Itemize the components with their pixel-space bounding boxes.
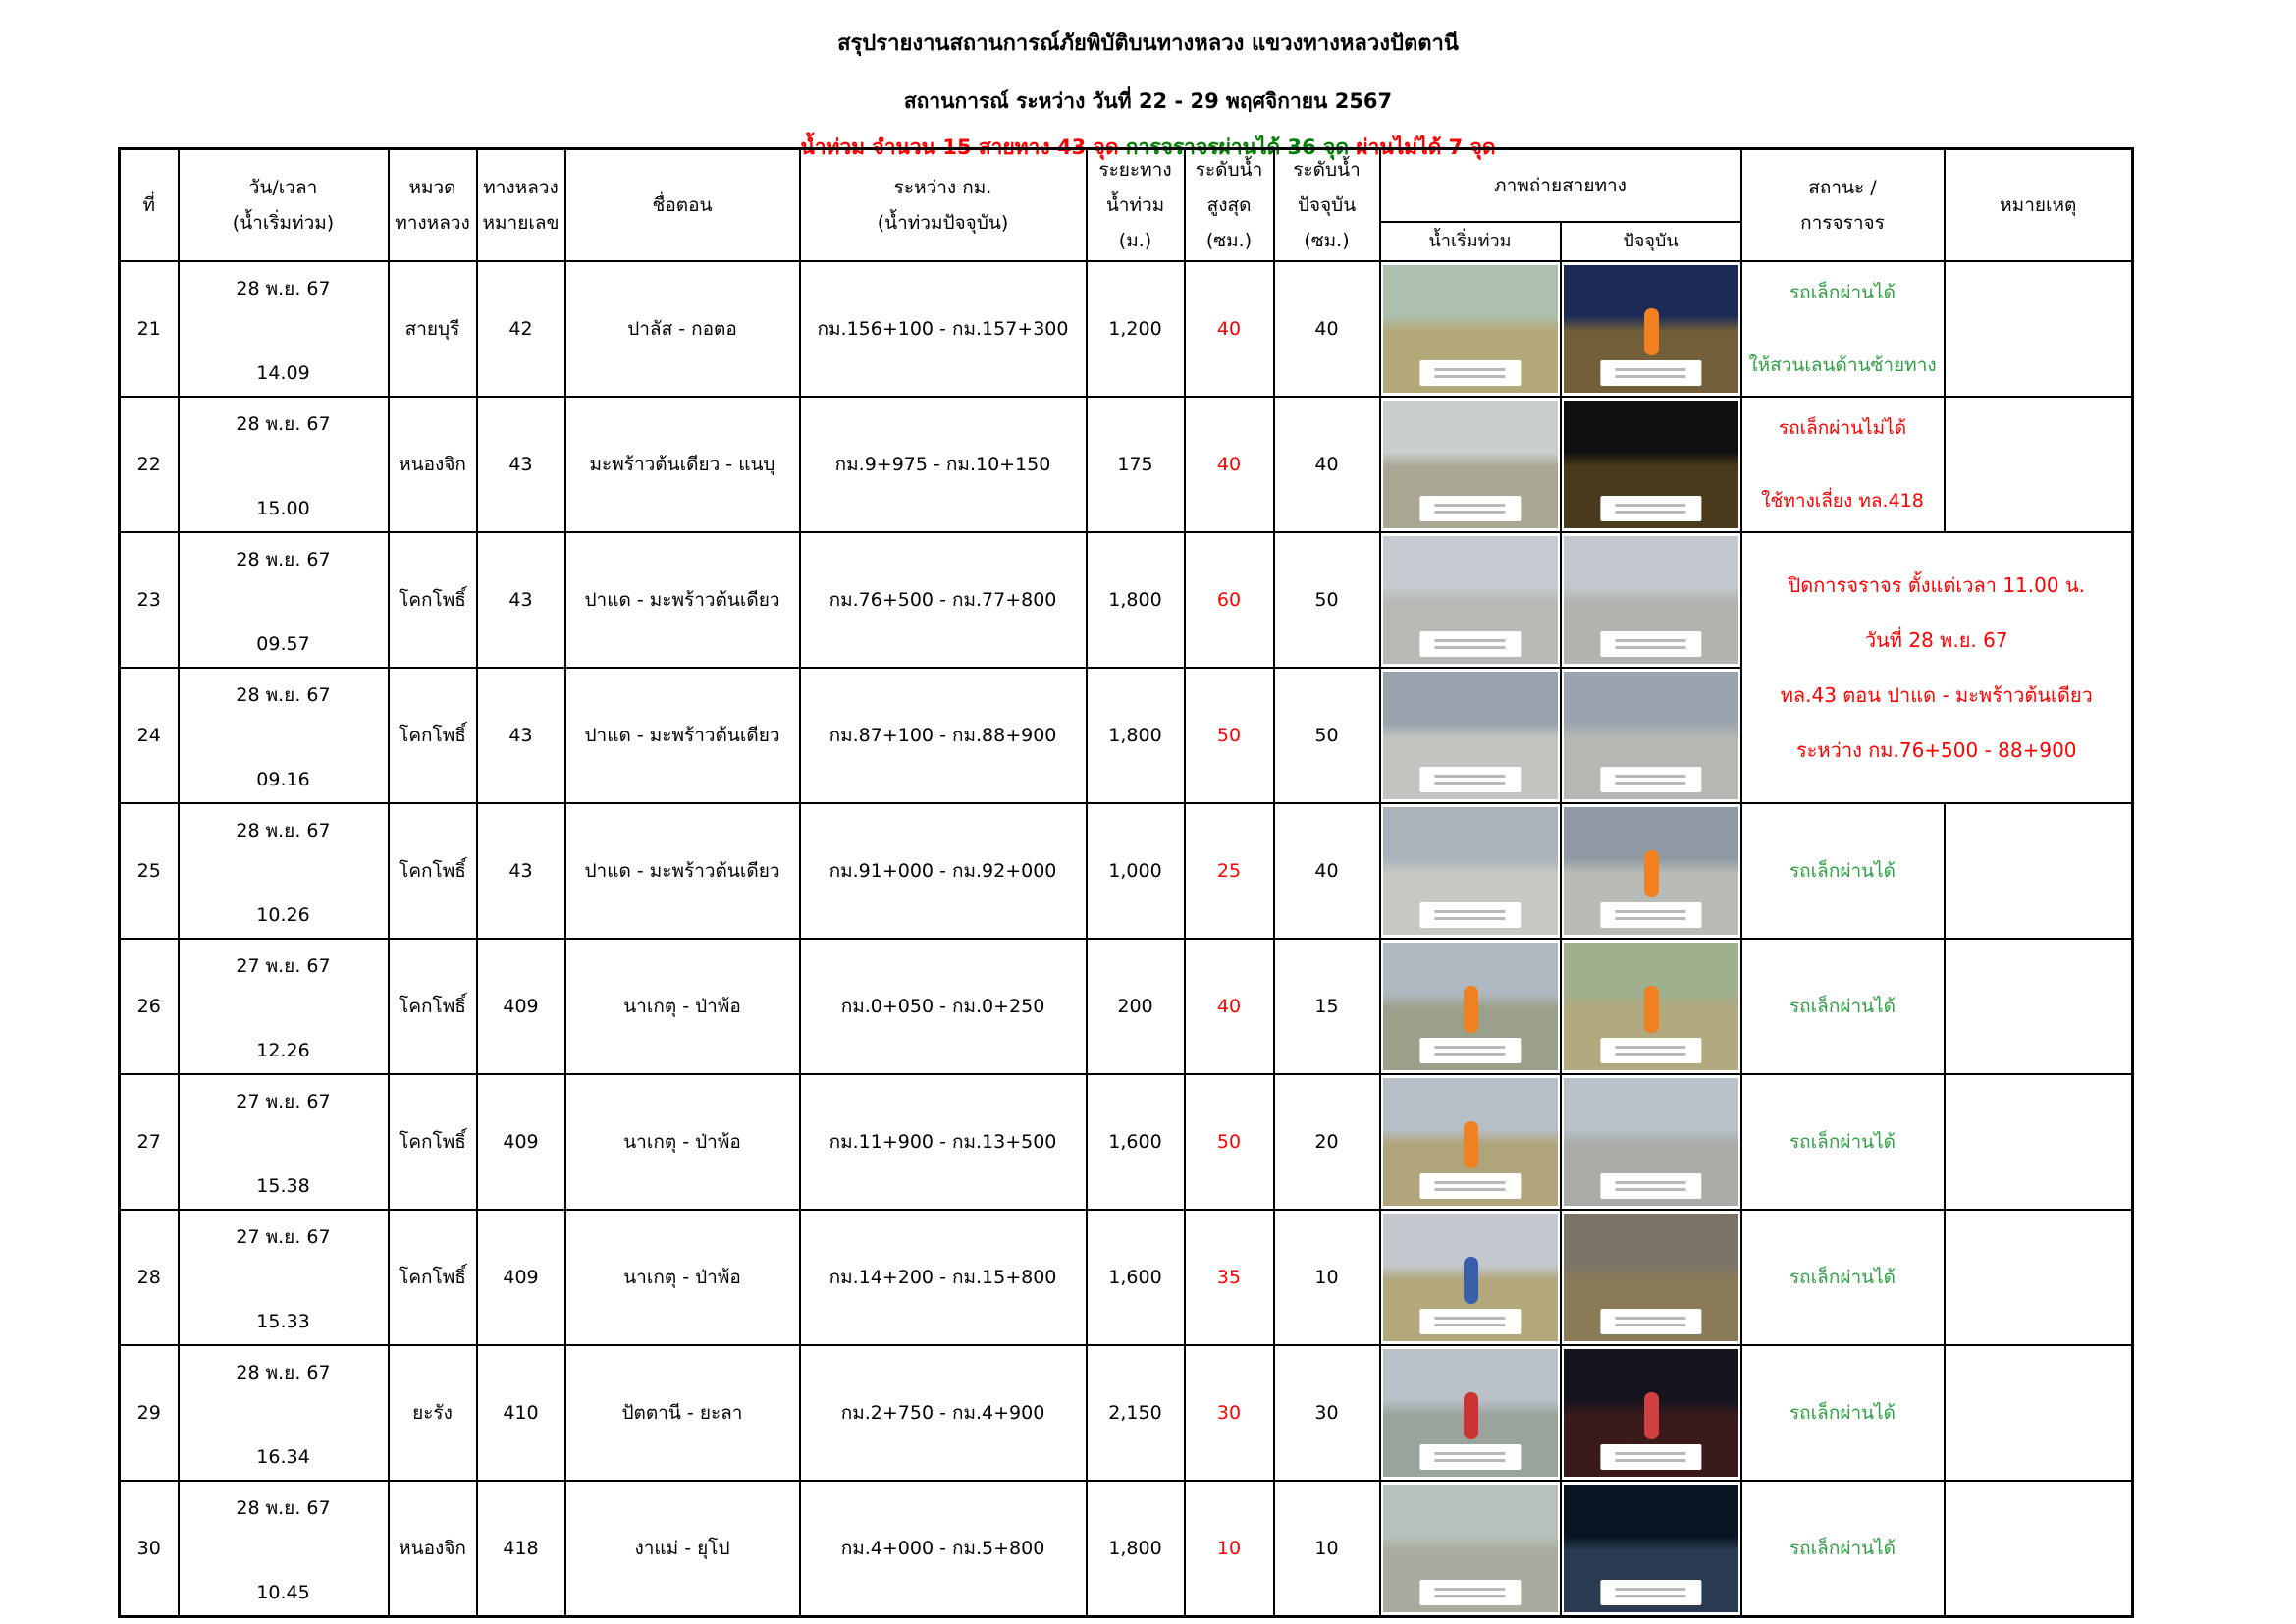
status-cell: [1741, 1345, 1945, 1481]
row-route: 43: [477, 532, 565, 668]
photo-caption-chip: [1600, 1173, 1701, 1199]
row-date: 27 พ.ย. 67: [236, 1091, 331, 1113]
row-date: 28 พ.ย. 67: [236, 1497, 331, 1520]
row-section: ปาแด - มะพร้าวต้นเดียว: [565, 668, 800, 803]
col-header-photo-start: น้ำเริ่มท่วม: [1380, 222, 1561, 261]
row-date: 28 พ.ย. 67: [236, 1362, 331, 1384]
row-district: โคกโพธิ์: [389, 532, 477, 668]
status-text: รถเล็กผ่านได้: [1789, 1538, 1896, 1560]
photo-start: [1383, 536, 1558, 664]
row-max-level: 25: [1185, 803, 1274, 939]
photo-start: [1383, 1078, 1558, 1206]
row-route: 409: [477, 939, 565, 1074]
row-time: 10.26: [256, 904, 310, 927]
row-time: 10.45: [256, 1582, 310, 1604]
row-no: 29: [120, 1345, 179, 1481]
remark-cell: [1945, 261, 2133, 397]
col-header-max-level: ระดับน้ำ สูงสุด (ซม.): [1185, 149, 1274, 262]
photo-caption-chip: [1600, 1580, 1701, 1605]
photo-caption-chip: [1600, 360, 1701, 386]
col-header-length: ระยะทาง น้ำท่วม (ม.): [1087, 149, 1185, 262]
status-cell: [1741, 397, 1945, 532]
row-time: 09.16: [256, 769, 310, 791]
report-title: สรุปรายงานสถานการณ์ภัยพิบัติบนทางหลวง แขวงทางหลวงปัตตานี: [837, 31, 1459, 56]
row-max-level: 50: [1185, 668, 1274, 803]
row-length: 1,600: [1087, 1074, 1185, 1210]
row-current-level: 40: [1274, 803, 1380, 939]
table-row: [120, 939, 2133, 1074]
row-current-level: 50: [1274, 668, 1380, 803]
photo-current: [1564, 536, 1738, 664]
status-cell: [1741, 532, 2133, 803]
row-km-range: กม.0+050 - กม.0+250: [800, 939, 1087, 1074]
row-km-range: กม.2+750 - กม.4+900: [800, 1345, 1087, 1481]
person-figure: [1644, 986, 1659, 1033]
row-route: 43: [477, 668, 565, 803]
row-current-level: 15: [1274, 939, 1380, 1074]
row-max-level: 50: [1185, 1074, 1274, 1210]
photo-start: [1383, 265, 1558, 393]
table-row: [120, 1074, 2133, 1210]
row-time: 15.33: [256, 1311, 310, 1333]
col-header-remark: หมายเหตุ: [1945, 149, 2133, 262]
row-date: 28 พ.ย. 67: [236, 684, 331, 707]
row-datetime: [182, 268, 386, 390]
photo-current: [1564, 401, 1738, 528]
status-text: รถเล็กผ่านได้: [1789, 1402, 1896, 1425]
photo-caption-chip: [1600, 1038, 1701, 1063]
summary-passable-count: การจราจรผ่านได้ 36 จุด: [1125, 135, 1357, 159]
status-cell: [1741, 939, 1945, 1074]
status-cell: [1741, 261, 1945, 397]
remark-cell: [1945, 1345, 2133, 1481]
photo-caption-chip: [1419, 1309, 1521, 1334]
row-time: 09.57: [256, 633, 310, 656]
photo-caption-chip: [1419, 767, 1521, 792]
report-header: [0, 0, 2296, 164]
photo-caption-chip: [1419, 1444, 1521, 1470]
row-km-range: กม.9+975 - กม.10+150: [800, 397, 1087, 532]
photo-caption-chip: [1419, 1580, 1521, 1605]
remark-cell: [1945, 939, 2133, 1074]
row-length: 1,000: [1087, 803, 1185, 939]
row-current-level: 30: [1274, 1345, 1380, 1481]
row-km-range: กม.156+100 - กม.157+300: [800, 261, 1087, 397]
row-date: 28 พ.ย. 67: [236, 549, 331, 571]
photo-caption-chip: [1419, 1038, 1521, 1063]
row-section: มะพร้าวต้นเดียว - แนบุ: [565, 397, 800, 532]
row-datetime: [182, 1217, 386, 1338]
photo-start: [1383, 1485, 1558, 1612]
row-district: หนองจิก: [389, 1481, 477, 1616]
table-header: [120, 149, 2133, 262]
row-section: ปาแด - มะพร้าวต้นเดียว: [565, 803, 800, 939]
photo-start: [1383, 1214, 1558, 1341]
row-max-level: 40: [1185, 397, 1274, 532]
row-district: หนองจิก: [389, 397, 477, 532]
row-no: 28: [120, 1210, 179, 1345]
person-figure: [1464, 986, 1478, 1033]
photo-current: [1564, 1349, 1738, 1477]
photo-caption-chip: [1600, 1444, 1701, 1470]
row-section: นาเกตุ - ป่าพ้อ: [565, 1210, 800, 1345]
photo-start: [1383, 401, 1558, 528]
row-max-level: 35: [1185, 1210, 1274, 1345]
row-max-level: 40: [1185, 939, 1274, 1074]
row-district: โคกโพธิ์: [389, 803, 477, 939]
row-datetime: [182, 810, 386, 932]
status-text: รถเล็กผ่านได้ ให้สวนเลนด้านซ้ายทาง: [1748, 282, 1937, 377]
status-text: รถเล็กผ่านได้: [1789, 1131, 1896, 1154]
row-max-level: 30: [1185, 1345, 1274, 1481]
col-header-status: สถานะ / การจราจร: [1741, 149, 1945, 262]
row-date: 27 พ.ย. 67: [236, 955, 331, 978]
row-time: 16.34: [256, 1446, 310, 1469]
row-length: 1,800: [1087, 668, 1185, 803]
row-time: 12.26: [256, 1040, 310, 1062]
remark-cell: [1945, 1210, 2133, 1345]
row-section: นาเกตุ - ป่าพ้อ: [565, 1074, 800, 1210]
person-figure: [1464, 1392, 1478, 1439]
row-max-level: 60: [1185, 532, 1274, 668]
person-figure: [1644, 1392, 1659, 1439]
row-time: 14.09: [256, 362, 310, 385]
remark-cell: [1945, 397, 2133, 532]
photo-caption-chip: [1419, 902, 1521, 928]
row-section: นาเกตุ - ป่าพ้อ: [565, 939, 800, 1074]
photo-caption-chip: [1600, 631, 1701, 657]
photo-current: [1564, 1485, 1738, 1612]
table-row: [120, 532, 2133, 668]
row-section: ปัตตานี - ยะลา: [565, 1345, 800, 1481]
row-time: 15.38: [256, 1175, 310, 1198]
col-header-photo-current: ปัจจุบัน: [1561, 222, 1741, 261]
photo-caption-chip: [1600, 767, 1701, 792]
summary-flood-count: น้ำท่วม จำนวน 15 สายทาง 43 จุด: [800, 135, 1126, 159]
row-length: 175: [1087, 397, 1185, 532]
row-time: 15.00: [256, 498, 310, 520]
row-max-level: 10: [1185, 1481, 1274, 1616]
col-header-section: ชื่อตอน: [565, 149, 800, 262]
col-header-datetime: วัน/เวลา (น้ำเริ่มท่วม): [179, 149, 389, 262]
row-route: 418: [477, 1481, 565, 1616]
row-current-level: 50: [1274, 532, 1380, 668]
row-datetime: [182, 1488, 386, 1609]
row-route: 42: [477, 261, 565, 397]
remark-cell: [1945, 1074, 2133, 1210]
photo-current: [1564, 1214, 1738, 1341]
row-datetime: [182, 675, 386, 796]
row-district: สายบุรี: [389, 261, 477, 397]
row-no: 22: [120, 397, 179, 532]
row-no: 24: [120, 668, 179, 803]
row-km-range: กม.91+000 - กม.92+000: [800, 803, 1087, 939]
row-route: 409: [477, 1210, 565, 1345]
row-date: 28 พ.ย. 67: [236, 820, 331, 842]
row-km-range: กม.14+200 - กม.15+800: [800, 1210, 1087, 1345]
row-no: 21: [120, 261, 179, 397]
photo-start: [1383, 943, 1558, 1070]
table-row: [120, 803, 2133, 939]
row-date: 28 พ.ย. 67: [236, 278, 331, 300]
row-length: 2,150: [1087, 1345, 1185, 1481]
row-no: 30: [120, 1481, 179, 1616]
photo-current: [1564, 807, 1738, 935]
row-datetime: [182, 1352, 386, 1474]
status-text: รถเล็กผ่านไม่ได้ ใช้ทางเลี่ยง ทล.418: [1761, 417, 1924, 513]
row-date: 27 พ.ย. 67: [236, 1226, 331, 1249]
status-cell: [1741, 1210, 1945, 1345]
col-header-photos: ภาพถ่ายสายทาง: [1380, 149, 1741, 222]
row-route: 43: [477, 397, 565, 532]
col-header-district: หมวด ทางหลวง: [389, 149, 477, 262]
status-cell: [1741, 1481, 1945, 1616]
person-figure: [1464, 1257, 1478, 1304]
row-no: 26: [120, 939, 179, 1074]
row-datetime: [182, 539, 386, 661]
row-km-range: กม.76+500 - กม.77+800: [800, 532, 1087, 668]
report-subtitle: สถานการณ์ ระหว่าง วันที่ 22 - 29 พฤศจิกายน 2567: [903, 89, 1393, 113]
row-district: โคกโพธิ์: [389, 668, 477, 803]
photo-start: [1383, 1349, 1558, 1477]
row-no: 27: [120, 1074, 179, 1210]
photo-current: [1564, 265, 1738, 393]
photo-caption-chip: [1419, 360, 1521, 386]
person-figure: [1644, 308, 1659, 355]
person-figure: [1644, 850, 1659, 897]
table-row: [120, 1345, 2133, 1481]
col-header-km: ระหว่าง กม. (น้ำท่วมปัจจุบัน): [800, 149, 1087, 262]
row-length: 1,800: [1087, 532, 1185, 668]
row-section: งาแม่ - ยุโป: [565, 1481, 800, 1616]
row-datetime: [182, 1081, 386, 1203]
row-max-level: 40: [1185, 261, 1274, 397]
status-text: ปิดการจราจร ตั้งแต่เวลา 11.00 น. วันที่ 28 พ.ย. 67 ทล.43 ตอน ปาแด - มะพร้าวต้นเดียว ระหว่าง กม.76+500 - 88+900: [1780, 573, 2093, 763]
remark-cell: [1945, 1481, 2133, 1616]
col-header-current-level: ระดับน้ำ ปัจจุบัน (ซม.): [1274, 149, 1380, 262]
photo-caption-chip: [1419, 631, 1521, 657]
photo-current: [1564, 943, 1738, 1070]
row-no: 25: [120, 803, 179, 939]
photo-caption-chip: [1419, 496, 1521, 521]
col-header-route: ทางหลวง หมายเลข: [477, 149, 565, 262]
photo-current: [1564, 1078, 1738, 1206]
row-length: 1,200: [1087, 261, 1185, 397]
photo-start: [1383, 807, 1558, 935]
row-current-level: 10: [1274, 1210, 1380, 1345]
status-cell: [1741, 803, 1945, 939]
row-section: ปาแด - มะพร้าวต้นเดียว: [565, 532, 800, 668]
row-current-level: 20: [1274, 1074, 1380, 1210]
row-current-level: 40: [1274, 397, 1380, 532]
summary-impassable-count: ผ่านไม่ได้ 7 จุด: [1356, 135, 1496, 159]
table-row: [120, 1481, 2133, 1616]
photo-caption-chip: [1600, 1309, 1701, 1334]
row-route: 410: [477, 1345, 565, 1481]
photo-start: [1383, 672, 1558, 799]
row-district: โคกโพธิ์: [389, 1074, 477, 1210]
remark-cell: [1945, 803, 2133, 939]
row-district: โคกโพธิ์: [389, 1210, 477, 1345]
photo-caption-chip: [1600, 496, 1701, 521]
photo-caption-chip: [1600, 902, 1701, 928]
row-length: 200: [1087, 939, 1185, 1074]
row-km-range: กม.11+900 - กม.13+500: [800, 1074, 1087, 1210]
row-section: ปาลัส - กอตอ: [565, 261, 800, 397]
table-row: [120, 397, 2133, 532]
flood-report-table: [118, 147, 2134, 1618]
row-length: 1,800: [1087, 1481, 1185, 1616]
row-district: ยะรัง: [389, 1345, 477, 1481]
photo-caption-chip: [1419, 1173, 1521, 1199]
table-row: [120, 1210, 2133, 1345]
row-datetime: [182, 946, 386, 1067]
row-length: 1,600: [1087, 1210, 1185, 1345]
status-cell: [1741, 1074, 1945, 1210]
row-current-level: 10: [1274, 1481, 1380, 1616]
table-row: [120, 261, 2133, 397]
status-text: รถเล็กผ่านได้: [1789, 1267, 1896, 1289]
photo-current: [1564, 672, 1738, 799]
row-route: 43: [477, 803, 565, 939]
row-km-range: กม.87+100 - กม.88+900: [800, 668, 1087, 803]
col-header-no: ที่: [120, 149, 179, 262]
table-body: [120, 261, 2133, 1616]
row-current-level: 40: [1274, 261, 1380, 397]
row-km-range: กม.4+000 - กม.5+800: [800, 1481, 1087, 1616]
status-text: รถเล็กผ่านได้: [1789, 996, 1896, 1018]
row-no: 23: [120, 532, 179, 668]
row-date: 28 พ.ย. 67: [236, 413, 331, 436]
status-text: รถเล็กผ่านได้: [1789, 860, 1896, 883]
row-district: โคกโพธิ์: [389, 939, 477, 1074]
row-datetime: [182, 404, 386, 525]
row-route: 409: [477, 1074, 565, 1210]
person-figure: [1464, 1121, 1478, 1168]
